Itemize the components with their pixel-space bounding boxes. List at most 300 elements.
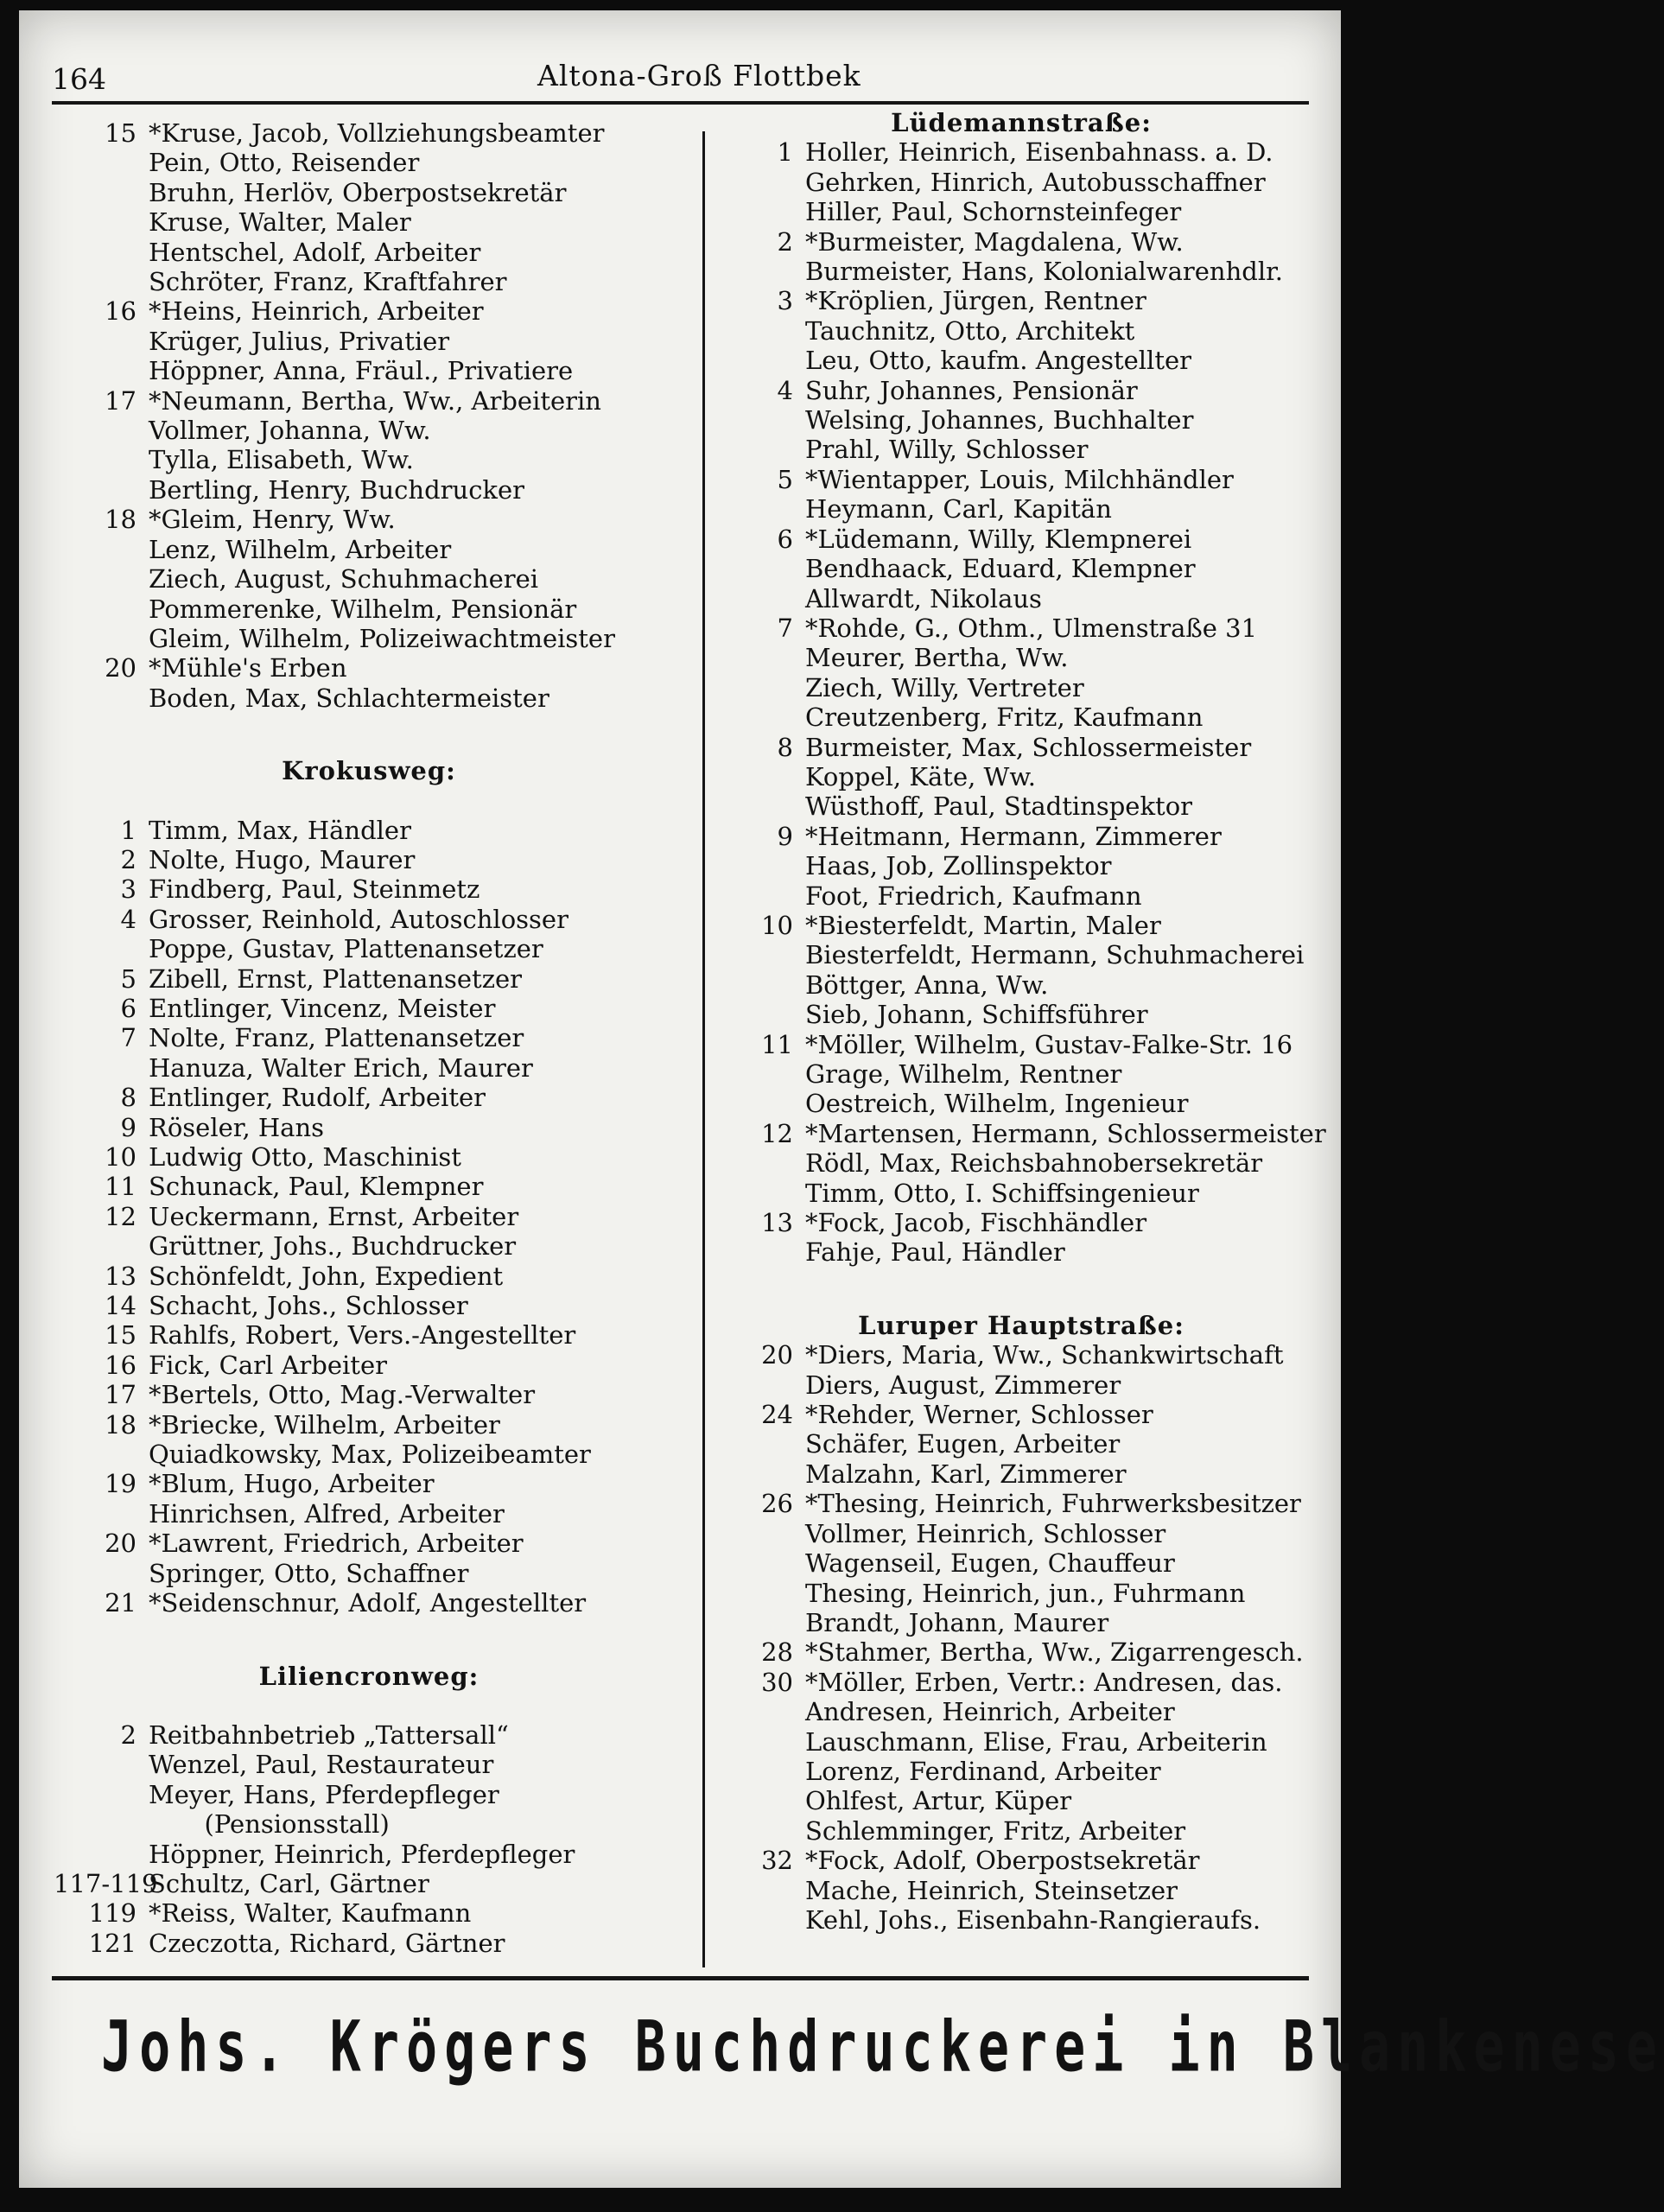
- resident-text: Mache, Heinrich, Steinsetzer: [805, 1875, 1178, 1905]
- house-number: 10: [105, 1142, 137, 1172]
- resident-entry: [710, 1608, 1332, 1637]
- resident-entry: [710, 494, 1332, 524]
- resident-text: Fick, Carl Arbeiter: [149, 1350, 387, 1380]
- house-number: [710, 1459, 805, 1489]
- house-number: [54, 1440, 149, 1469]
- resident-text: Lorenz, Ferdinand, Arbeiter: [805, 1756, 1161, 1786]
- resident-text: Brandt, Johann, Maurer: [805, 1607, 1109, 1637]
- house-number: 8: [120, 1083, 137, 1113]
- resident-entry: [710, 405, 1332, 435]
- section-spacer: [54, 713, 684, 756]
- house-number: 20: [105, 1529, 137, 1559]
- resident-text: Koppel, Käte, Ww.: [805, 761, 1036, 791]
- resident-entry: [54, 1440, 684, 1469]
- resident-text: Zibell, Ernst, Plattenansetzer: [149, 963, 523, 994]
- resident-text: Vollmer, Johanna, Ww.: [149, 416, 431, 446]
- street-heading: Lüdemannstraße:: [891, 108, 1152, 137]
- resident-entry: [54, 1469, 684, 1498]
- page-number: 164: [52, 62, 106, 96]
- section-spacer: [54, 786, 684, 816]
- resident-entry: [54, 475, 684, 505]
- house-number: 11: [761, 1029, 793, 1059]
- resident-entry: [710, 1000, 1332, 1029]
- resident-text: Pein, Otto, Reisender: [149, 148, 420, 178]
- resident-text: *Diers, Maria, Ww., Schankwirtschaft: [805, 1340, 1284, 1370]
- resident-entry: [54, 994, 684, 1023]
- resident-entry: [710, 822, 1332, 851]
- house-number: 16: [105, 1350, 137, 1380]
- resident-text: Hanuza, Walter Erich, Maurer: [149, 1052, 533, 1083]
- resident-entry: [54, 178, 684, 207]
- house-number: [54, 267, 149, 296]
- resident-entry: [54, 238, 684, 267]
- house-number: [710, 257, 805, 286]
- resident-entry: [710, 643, 1332, 672]
- resident-entry: [54, 535, 684, 564]
- house-number: [54, 624, 149, 653]
- resident-entry: [710, 1400, 1332, 1429]
- resident-text: Schönfeldt, John, Expedient: [149, 1261, 504, 1291]
- resident-text: Wenzel, Paul, Restaurateur: [149, 1750, 494, 1780]
- house-number: [710, 1370, 805, 1400]
- top-rule: [52, 101, 1309, 105]
- resident-entry: [710, 168, 1332, 197]
- resident-entry: [710, 1905, 1332, 1935]
- resident-entry: [54, 1023, 684, 1052]
- resident-entry: [54, 934, 684, 963]
- house-number: 15: [105, 118, 137, 148]
- house-number: 1: [120, 815, 137, 845]
- resident-text: Krüger, Julius, Privatier: [149, 326, 450, 356]
- resident-entry: [710, 762, 1332, 791]
- resident-entry: [54, 1262, 684, 1291]
- resident-text: Burmeister, Max, Schlossermeister: [805, 732, 1252, 762]
- resident-text: *Lawrent, Friedrich, Arbeiter: [149, 1529, 524, 1559]
- house-number: [54, 1840, 149, 1869]
- resident-text: *Blum, Hugo, Arbeiter: [149, 1469, 435, 1499]
- resident-entry: [710, 1459, 1332, 1489]
- resident-text: Pommerenke, Wilhelm, Pensionär: [149, 594, 577, 624]
- house-number: [710, 1148, 805, 1178]
- street-heading: Liliencronweg:: [258, 1661, 480, 1691]
- resident-entry: [710, 1757, 1332, 1786]
- house-number: 18: [105, 505, 137, 535]
- resident-text: Holler, Heinrich, Eisenbahnass. a. D.: [805, 137, 1273, 168]
- resident-entry: [54, 845, 684, 874]
- house-number: [54, 1559, 149, 1588]
- resident-text: Lenz, Wilhelm, Arbeiter: [149, 534, 452, 564]
- resident-entry: [54, 207, 684, 237]
- resident-text: Allwardt, Nikolaus: [805, 583, 1042, 613]
- house-number: [54, 1053, 149, 1083]
- house-number: 14: [105, 1291, 137, 1321]
- resident-entry: [710, 1237, 1332, 1267]
- house-number: 2: [777, 226, 793, 257]
- resident-text: Thesing, Heinrich, jun., Fuhrmann: [805, 1578, 1246, 1608]
- resident-text: *Neumann, Bertha, Ww., Arbeiterin: [149, 385, 601, 416]
- resident-text: *Kröplien, Jürgen, Rentner: [805, 286, 1146, 316]
- house-number: [54, 475, 149, 505]
- resident-entry: [710, 1816, 1332, 1846]
- house-number: [54, 1750, 149, 1779]
- street-heading: Krokusweg:: [282, 756, 456, 786]
- resident-text: Nolte, Hugo, Maurer: [149, 844, 416, 874]
- resident-entry: [54, 1529, 684, 1558]
- house-number: 15: [105, 1320, 137, 1351]
- resident-text: Fahje, Paul, Händler: [805, 1237, 1065, 1268]
- resident-entry: [710, 673, 1332, 702]
- printer-advertisement: Johs. Krögers Buchdruckerei in Blankenese: [101, 2006, 1664, 2088]
- resident-text: Schäfer, Eugen, Arbeiter: [805, 1429, 1121, 1459]
- resident-entry: [710, 733, 1332, 762]
- house-number: [710, 1059, 805, 1089]
- resident-entry: [54, 653, 684, 683]
- resident-text: Höppner, Anna, Fräul., Privatiere: [149, 356, 574, 386]
- house-number: [710, 702, 805, 732]
- house-number: 5: [120, 963, 137, 994]
- resident-text: *Burmeister, Magdalena, Ww.: [805, 226, 1184, 257]
- house-number: 26: [761, 1489, 793, 1519]
- house-number: [54, 683, 149, 713]
- section-spacer: [54, 1691, 684, 1720]
- resident-entry: [710, 1727, 1332, 1757]
- house-number: [710, 494, 805, 524]
- resident-text: *Heins, Heinrich, Arbeiter: [149, 296, 484, 327]
- resident-entry: [710, 791, 1332, 821]
- house-number: 6: [777, 524, 793, 554]
- resident-text: Grage, Wilhelm, Rentner: [805, 1059, 1122, 1089]
- house-number: [54, 207, 149, 237]
- resident-entry: [54, 905, 684, 934]
- house-number: [54, 1780, 149, 1809]
- resident-text: Creutzenberg, Fritz, Kaufmann: [805, 702, 1204, 733]
- house-number: 1: [777, 137, 793, 168]
- resident-entry: [54, 1231, 684, 1261]
- house-number: [710, 1179, 805, 1208]
- resident-entry: [710, 1637, 1332, 1667]
- house-number: 17: [105, 1380, 137, 1410]
- house-number: [54, 535, 149, 564]
- resident-entry: [710, 1846, 1332, 1875]
- resident-entry: [54, 1559, 684, 1588]
- resident-text: Schlemminger, Fritz, Arbeiter: [805, 1815, 1186, 1846]
- resident-text: *Lüdemann, Willy, Klempnerei: [805, 524, 1192, 554]
- section-spacer: [710, 1268, 1332, 1311]
- house-number: 17: [105, 385, 137, 416]
- house-number: [54, 1231, 149, 1261]
- house-number: 28: [761, 1637, 793, 1668]
- resident-text: *Möller, Wilhelm, Gustav-Falke-Str. 16: [805, 1029, 1293, 1059]
- resident-entry: [710, 465, 1332, 494]
- resident-text: Boden, Max, Schlachtermeister: [149, 683, 549, 713]
- resident-entry: [710, 1030, 1332, 1059]
- house-number: [54, 445, 149, 474]
- house-number: 7: [777, 613, 793, 643]
- resident-entry: [54, 1780, 684, 1809]
- resident-text: *Martensen, Hermann, Schlossermeister: [805, 1118, 1326, 1148]
- resident-text: Meurer, Bertha, Ww.: [805, 643, 1069, 673]
- house-number: 7: [120, 1023, 137, 1053]
- resident-text: Findberg, Paul, Steinmetz: [149, 874, 480, 905]
- house-number: [54, 356, 149, 385]
- resident-entry: [710, 940, 1332, 969]
- house-number: 13: [105, 1261, 137, 1291]
- resident-text: Quiadkowsky, Max, Polizeibeamter: [149, 1440, 591, 1470]
- resident-entry: [54, 564, 684, 594]
- house-number: [710, 1519, 805, 1548]
- house-number: 5: [777, 464, 793, 494]
- resident-text: Heymann, Carl, Kapitän: [805, 494, 1112, 524]
- right-column: [710, 108, 1332, 1935]
- resident-entry: [54, 1588, 684, 1618]
- resident-entry: [710, 1119, 1332, 1148]
- resident-text: *Briecke, Wilhelm, Arbeiter: [149, 1409, 500, 1440]
- house-number: [710, 1548, 805, 1578]
- resident-text: Leu, Otto, kaufm. Angestellter: [805, 346, 1191, 376]
- resident-entry: [54, 505, 684, 534]
- house-number: 4: [120, 904, 137, 934]
- house-number: 3: [120, 874, 137, 905]
- resident-entry: [710, 346, 1332, 375]
- house-number: [710, 643, 805, 672]
- house-number: 18: [105, 1409, 137, 1440]
- resident-entry: [54, 327, 684, 356]
- house-number: [710, 673, 805, 702]
- house-number: [54, 1499, 149, 1529]
- resident-entry: [54, 1750, 684, 1779]
- house-number: [710, 1429, 805, 1459]
- resident-entry: [710, 1059, 1332, 1089]
- house-number: [710, 316, 805, 346]
- house-number: 9: [120, 1112, 137, 1142]
- resident-text: *Rehder, Werner, Schlosser: [805, 1400, 1153, 1430]
- resident-text: Czeczotta, Richard, Gärtner: [149, 1928, 505, 1958]
- resident-text: Bruhn, Herlöv, Oberpostsekretär: [149, 177, 567, 207]
- resident-entry: [54, 1053, 684, 1083]
- resident-entry: [710, 316, 1332, 346]
- resident-entry: [710, 286, 1332, 315]
- running-title: Altona-Groß Flottbek: [537, 59, 861, 92]
- resident-text: Timm, Max, Händler: [149, 815, 411, 845]
- resident-text: Vollmer, Heinrich, Schlosser: [805, 1518, 1166, 1548]
- house-number: [54, 934, 149, 963]
- house-number: [710, 1608, 805, 1637]
- house-number: [710, 1905, 805, 1935]
- resident-text: Foot, Friedrich, Kaufmann: [805, 880, 1142, 911]
- house-number: 3: [777, 286, 793, 316]
- resident-entry: [710, 970, 1332, 1000]
- house-number: [710, 346, 805, 375]
- house-number: [54, 148, 149, 177]
- resident-text: Gleim, Wilhelm, Polizeiwachtmeister: [149, 623, 615, 653]
- resident-text: Schunack, Paul, Klempner: [149, 1172, 484, 1202]
- resident-text: Prahl, Willy, Schlosser: [805, 435, 1089, 465]
- resident-entry: [710, 584, 1332, 613]
- resident-text: Entlinger, Rudolf, Arbeiter: [149, 1083, 486, 1113]
- resident-entry: [54, 1351, 684, 1380]
- resident-entry: [710, 1519, 1332, 1548]
- resident-text: Hiller, Paul, Schornsteinfeger: [805, 197, 1182, 227]
- house-number: [710, 1876, 805, 1905]
- resident-text: Schultz, Carl, Gärtner: [149, 1868, 429, 1898]
- resident-entry: [710, 197, 1332, 226]
- column-divider: [702, 131, 705, 1967]
- house-number: [710, 791, 805, 821]
- resident-text: *Fock, Adolf, Oberpostsekretär: [805, 1846, 1200, 1876]
- resident-text: Ueckermann, Ernst, Arbeiter: [149, 1201, 519, 1231]
- resident-text: (Pensionsstall): [149, 1809, 390, 1840]
- resident-text: Bertling, Henry, Buchdrucker: [149, 474, 525, 505]
- resident-text: Oestreich, Wilhelm, Ingenieur: [805, 1089, 1189, 1119]
- resident-text: Kehl, Johs., Eisenbahn-Rangieraufs.: [805, 1904, 1261, 1935]
- resident-text: Schröter, Franz, Kraftfahrer: [149, 267, 507, 297]
- resident-text: Rahlfs, Robert, Vers.-Angestellter: [149, 1320, 576, 1351]
- resident-text: Nolte, Franz, Plattenansetzer: [149, 1023, 524, 1053]
- resident-entry: [710, 1148, 1332, 1178]
- resident-entry: [54, 1929, 684, 1958]
- resident-text: Gehrken, Hinrich, Autobusschaffner: [805, 167, 1266, 197]
- house-number: 19: [105, 1469, 137, 1499]
- resident-text: Bendhaack, Eduard, Klempner: [805, 554, 1196, 584]
- house-number: [710, 1697, 805, 1726]
- street-heading: Luruper Hauptstraße:: [858, 1310, 1184, 1340]
- resident-text: Höppner, Heinrich, Pferdepfleger: [149, 1839, 575, 1869]
- house-number: [54, 1809, 149, 1839]
- house-number: [710, 970, 805, 1000]
- resident-entry: [710, 1697, 1332, 1726]
- house-number: 119: [88, 1898, 137, 1929]
- resident-text: *Gleim, Henry, Ww.: [149, 505, 396, 535]
- house-number: [710, 1816, 805, 1846]
- resident-text: *Mühle's Erben: [149, 653, 347, 683]
- resident-entry: [54, 964, 684, 994]
- house-number: [54, 416, 149, 445]
- resident-text: Entlinger, Vincenz, Meister: [149, 993, 496, 1023]
- house-number: [54, 564, 149, 594]
- resident-text: Burmeister, Hans, Kolonialwarenhdlr.: [805, 257, 1283, 287]
- resident-text: *Kruse, Jacob, Vollziehungsbeamter: [149, 118, 605, 148]
- resident-text: Poppe, Gustav, Plattenansetzer: [149, 934, 543, 964]
- house-number: [54, 238, 149, 267]
- house-number: [710, 1089, 805, 1118]
- resident-entry: [54, 386, 684, 416]
- resident-text: Haas, Job, Zollinspektor: [805, 851, 1112, 881]
- resident-entry: [710, 1786, 1332, 1815]
- resident-entry: [710, 1548, 1332, 1578]
- resident-entry: [710, 1089, 1332, 1118]
- resident-entry: [54, 356, 684, 385]
- resident-text: Malzahn, Karl, Zimmerer: [805, 1459, 1127, 1489]
- resident-entry: [54, 1840, 684, 1869]
- resident-text: *Wientapper, Louis, Milchhändler: [805, 464, 1234, 494]
- resident-text: Reitbahnbetrieb „Tattersall“: [149, 1719, 509, 1750]
- resident-entry: [710, 881, 1332, 911]
- resident-entry: [54, 1898, 684, 1928]
- house-number: [710, 197, 805, 226]
- house-number: 6: [120, 993, 137, 1023]
- resident-text: Ohlfest, Artur, Küper: [805, 1786, 1072, 1816]
- section-spacer: [54, 1618, 684, 1662]
- house-number: [710, 1000, 805, 1029]
- resident-entry: [710, 702, 1332, 732]
- resident-entry: [54, 594, 684, 624]
- resident-text: Grosser, Reinhold, Autoschlosser: [149, 904, 568, 934]
- house-number: [710, 168, 805, 197]
- resident-text: Welsing, Johannes, Buchhalter: [805, 405, 1194, 435]
- resident-text: Röseler, Hans: [149, 1112, 325, 1142]
- house-number: 21: [105, 1588, 137, 1618]
- resident-text: Grüttner, Johs., Buchdrucker: [149, 1231, 517, 1262]
- house-number: 20: [761, 1340, 793, 1370]
- resident-text: Rödl, Max, Reichsbahnobersekretär: [805, 1148, 1263, 1179]
- house-number: [710, 762, 805, 791]
- resident-entry: [710, 227, 1332, 257]
- resident-text: Tylla, Elisabeth, Ww.: [149, 445, 414, 475]
- resident-entry: [710, 435, 1332, 464]
- house-number: [710, 584, 805, 613]
- resident-text: Biesterfeldt, Hermann, Schuhmacherei: [805, 940, 1305, 970]
- resident-text: Sieb, Johann, Schiffsführer: [805, 1000, 1148, 1030]
- directory-page: [19, 10, 1664, 2188]
- resident-entry: [54, 267, 684, 296]
- house-number: [710, 1727, 805, 1757]
- house-number: [710, 405, 805, 435]
- resident-text: Kruse, Walter, Maler: [149, 207, 411, 238]
- resident-text: Suhr, Johannes, Pensionär: [805, 375, 1138, 405]
- resident-entry: [54, 1291, 684, 1320]
- resident-entry: [710, 257, 1332, 286]
- bottom-rule: [52, 1976, 1309, 1980]
- house-number: [710, 1237, 805, 1267]
- house-number: 4: [777, 375, 793, 405]
- house-number: [710, 851, 805, 880]
- resident-text: Hentschel, Adolf, Arbeiter: [149, 237, 481, 267]
- resident-entry: [54, 1410, 684, 1440]
- house-number: [710, 881, 805, 911]
- house-number: 16: [105, 296, 137, 327]
- house-number: 8: [777, 732, 793, 762]
- resident-entry: [54, 1113, 684, 1142]
- house-number: [710, 554, 805, 583]
- resident-entry: [710, 376, 1332, 405]
- resident-text: Schacht, Johs., Schlosser: [149, 1291, 468, 1321]
- resident-entry: [54, 416, 684, 445]
- house-number: [710, 1757, 805, 1786]
- house-number: [54, 327, 149, 356]
- resident-entry: [54, 1320, 684, 1350]
- resident-entry: [54, 445, 684, 474]
- resident-text: Springer, Otto, Schaffner: [149, 1558, 469, 1588]
- resident-text: Andresen, Heinrich, Arbeiter: [805, 1697, 1175, 1727]
- resident-entry: [54, 118, 684, 148]
- house-number: 24: [761, 1400, 793, 1430]
- resident-text: Ziech, August, Schuhmacherei: [149, 564, 539, 594]
- resident-entry: [54, 816, 684, 845]
- house-number: 11: [105, 1172, 137, 1202]
- resident-entry: [710, 554, 1332, 583]
- resident-entry: [710, 1429, 1332, 1459]
- resident-text: *Heitmann, Hermann, Zimmerer: [805, 821, 1222, 851]
- resident-entry: [54, 1499, 684, 1529]
- resident-entry: [54, 874, 684, 904]
- resident-text: Lauschmann, Elise, Frau, Arbeiterin: [805, 1726, 1267, 1757]
- resident-text: Wagenseil, Eugen, Chauffeur: [805, 1548, 1175, 1579]
- resident-text: Hinrichsen, Alfred, Arbeiter: [149, 1498, 505, 1529]
- house-number: 20: [105, 653, 137, 683]
- resident-entry: [54, 1720, 684, 1750]
- resident-text: Meyer, Hans, Pferdepfleger: [149, 1779, 499, 1809]
- house-number: 2: [120, 844, 137, 874]
